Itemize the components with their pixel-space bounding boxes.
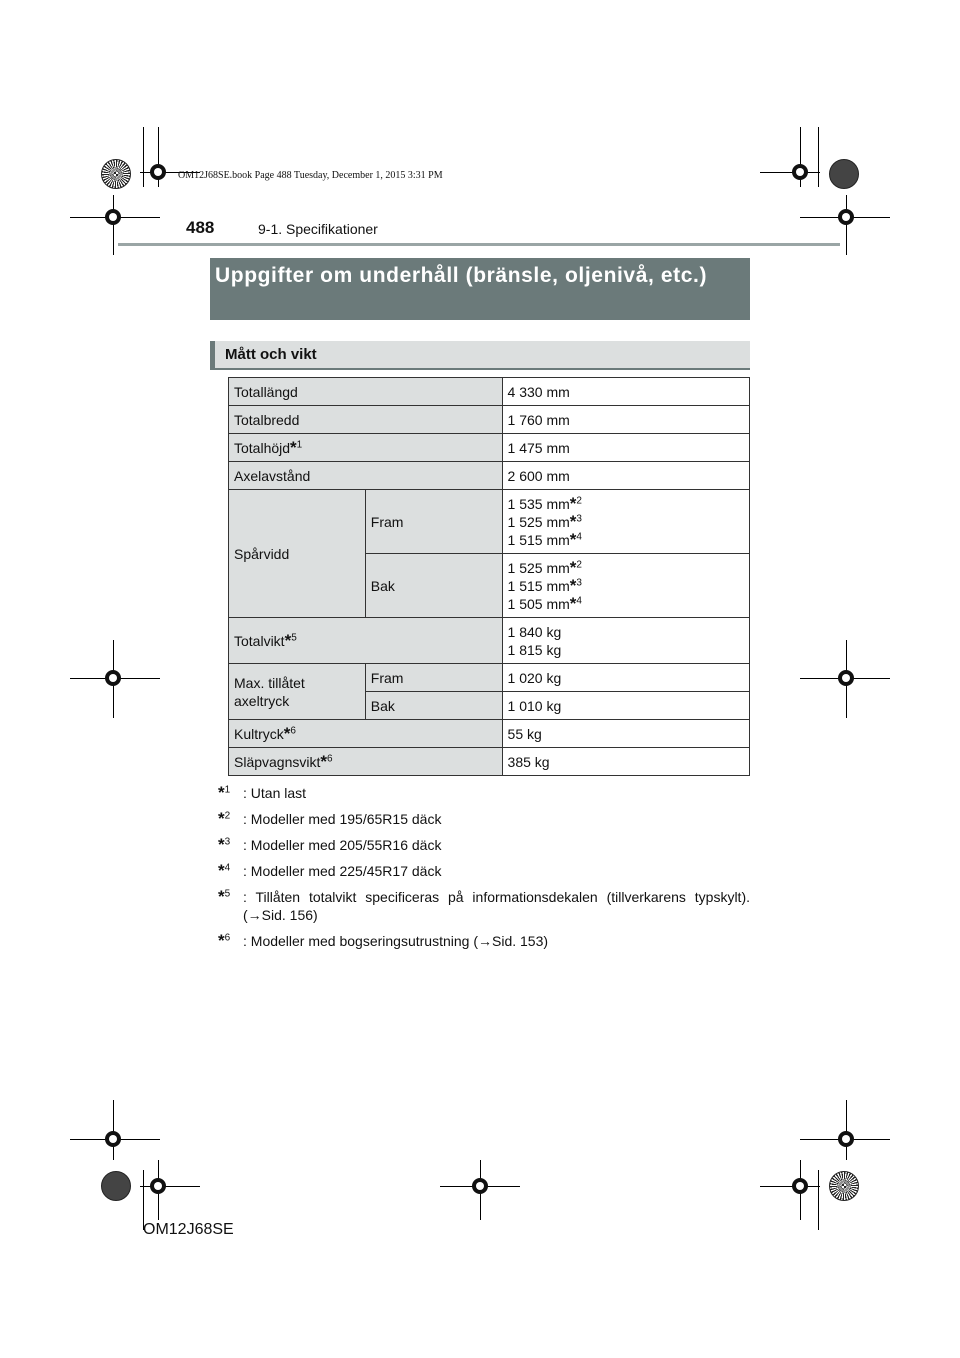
title-banner <box>210 258 750 320</box>
page-number: 488 <box>186 218 215 237</box>
table-row: Spårvidd Fram 1 535 mm*$^2$ 1 525 mm*$^3$ 1 515 mm*$^4$ <box>229 490 750 554</box>
footnote: *$^3$ : Modeller med 205/55R16 däck <box>218 835 442 854</box>
table-row: Totalbredd 1 760 mm <box>229 406 750 434</box>
subtitle-banner <box>210 341 750 370</box>
crosshair-icon <box>838 209 854 225</box>
footnote: *$^2$ : Modeller med 195/65R15 däck <box>218 809 442 828</box>
footnotes <box>218 784 750 958</box>
registration-disc-icon <box>829 159 859 189</box>
footnote: *$^6$ : Modeller med bogseringsutrustning (→Sid. 153) <box>218 931 549 950</box>
header-rule <box>118 243 840 246</box>
crosshair-icon <box>792 1178 808 1194</box>
spec-table <box>228 377 750 776</box>
crosshair-icon <box>150 164 166 180</box>
crosshair-icon <box>472 1178 488 1194</box>
footnote: *$^5$ : Tillåten totalvikt specificeras på informationsdekalen (tillverkarens typskylt). (→Sid. 156) <box>218 887 750 923</box>
table-row: Kultryck*$^6$ 55 kg <box>229 720 750 748</box>
footnote: *$^4$ : Modeller med 225/45R17 däck <box>218 861 442 880</box>
crosshair-icon <box>838 670 854 686</box>
table-row: Bak 1 010 kg <box>229 692 750 720</box>
crosshair-icon <box>105 209 121 225</box>
table-row: Totalvikt*$^5$ 1 840 kg 1 815 kg <box>229 618 750 664</box>
table-row: Max. tillåtet axeltryck Fram 1 020 kg <box>229 664 750 692</box>
crosshair-icon <box>150 1178 166 1194</box>
table-row: Totallängd 4 330 mm <box>229 378 750 406</box>
crosshair-icon <box>105 1131 121 1147</box>
crosshair-icon <box>105 670 121 686</box>
crosshair-icon <box>792 164 808 180</box>
table-row: Släpvagnsvikt*$^6$ 385 kg <box>229 748 750 776</box>
crosshair-icon <box>838 1131 854 1147</box>
table-row: Totalhöjd*$^1$ 1 475 mm <box>229 434 750 462</box>
section-title: 9-1. Specifikationer <box>258 221 378 237</box>
book-info: OM12J68SE.book Page 488 Tuesday, December 1, 2015 3:31 PM <box>178 170 443 181</box>
registration-wheel-icon <box>101 159 131 189</box>
registration-wheel-icon <box>829 1171 859 1201</box>
manual-code: OM12J68SE <box>143 1221 234 1238</box>
page-title: Uppgifter om underhåll (bränsle, oljenivå, etc.) <box>215 264 708 287</box>
subtitle: Mått och vikt <box>225 346 317 363</box>
footnote: *$^1$ : Utan last <box>218 783 307 802</box>
registration-disc-icon <box>101 1171 131 1201</box>
table-row: Bak 1 525 mm*$^2$ 1 515 mm*$^3$ 1 505 mm*$^4$ <box>229 554 750 618</box>
table-row: Axelavstånd 2 600 mm <box>229 462 750 490</box>
